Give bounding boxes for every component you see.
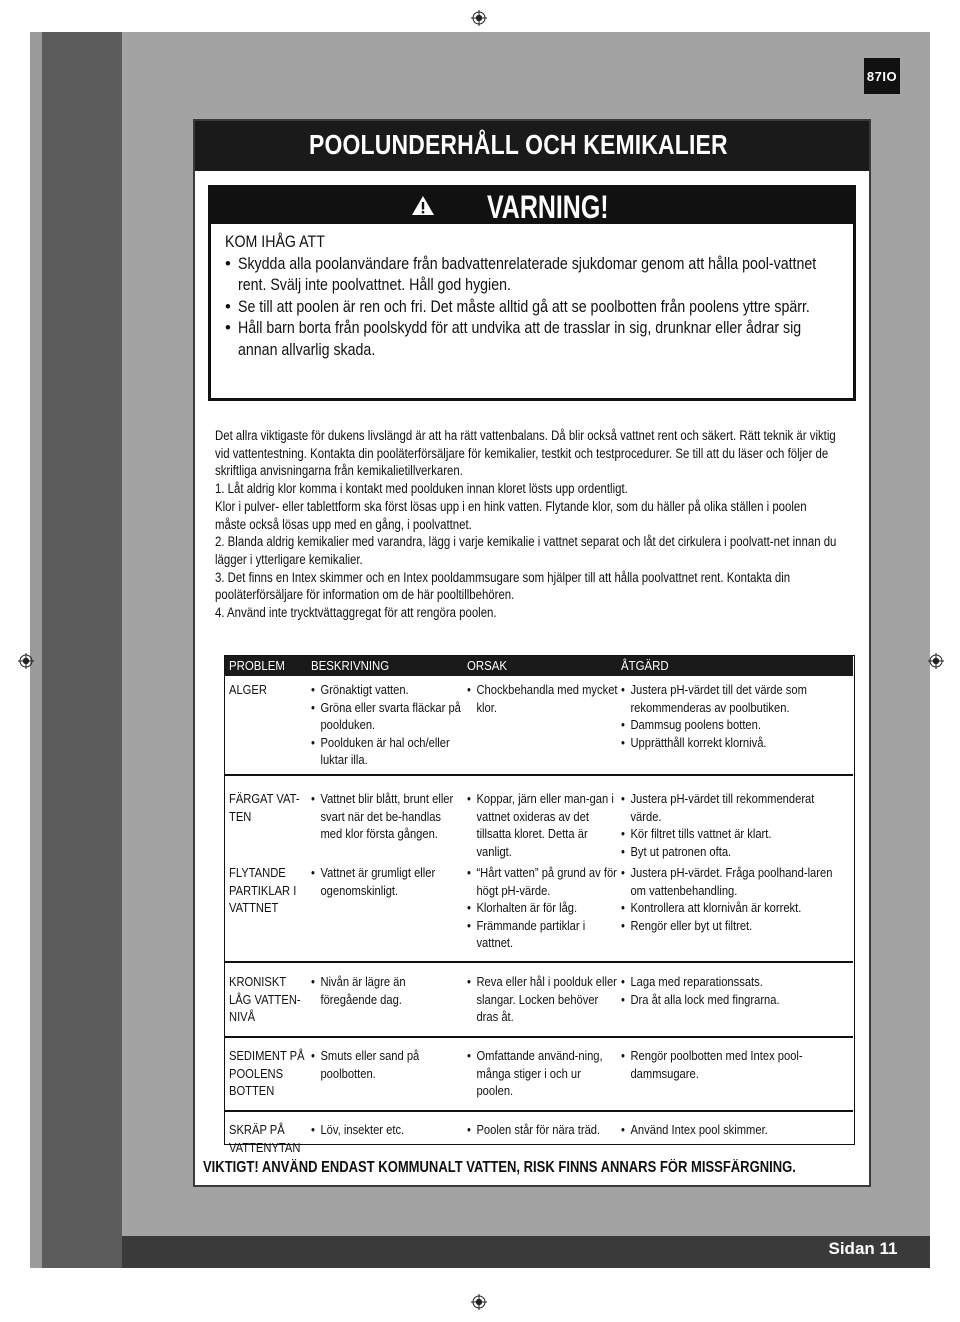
problem-label: SEDIMENT PÅ POOLENS BOTTEN (229, 1048, 305, 1098)
intro-paragraph: 1. Låt aldrig klor komma i kontakt med poolduken innan kloret lösts upp ordentligt. (215, 481, 628, 497)
description-cell (311, 681, 487, 769)
problem-label: SKRÄP PÅ VATTENYTAN (229, 1122, 301, 1155)
action-cell (621, 790, 871, 860)
action-cell (621, 1121, 871, 1139)
registration-mark-icon (928, 653, 944, 669)
intro-paragraph: Det allra viktigaste för dukens livslängd är att ha rätt vattenbalans. Då blir också vattnet rent och säkert. Rätt teknik är viktig vid vattentestning. Kontakta din pooläterförsäljare för kemikalier, testkit och testprocedurer. Se till att du läser och följer de skriftliga anvisningarna från kemikalietillverkaren. (215, 428, 836, 479)
list-item: • Justera pH-värdet. Fråga poolhand-laren om vattenbehandling. (621, 865, 833, 898)
list-item: • Laga med reparationssats. (621, 974, 763, 989)
list-item: • Byt ut patronen ofta. (621, 843, 732, 859)
cause-cell (467, 681, 643, 716)
list-item: • Klorhalten är för låg. (467, 900, 578, 915)
row-divider (225, 1110, 853, 1112)
problem-cell (229, 864, 319, 917)
list-item: • Dammsug poolens botten. (621, 717, 761, 732)
action-cell (621, 973, 871, 1008)
list-item: • Reva eller hål i poolduk eller slangar. Locken behöver dras åt. (467, 974, 617, 1024)
action-cell (621, 681, 871, 751)
list-item: • Kontrollera att klornivån är korrekt. (621, 900, 802, 915)
warning-item: • Skydda alla poolanvändare från badvattenrelaterade sjukdomar genom att hålla pool-vattnet rent. Svälj inte poolvattnet. Håll god hygien. (225, 254, 817, 294)
model-tag: 87IO (864, 58, 900, 94)
important-note: VIKTIGT! ANVÄND ENDAST KOMMUNALT VATTEN, RISK FINNS ANNARS FÖR MISSFÄRGNING. (203, 1159, 796, 1176)
list-item: • Dra åt alla lock med fingrarna. (621, 991, 780, 1007)
list-item: • “Hårt vatten” på grund av för högt pH-värde. (467, 865, 617, 898)
row-divider (225, 961, 853, 963)
list-item: • Använd Intex pool skimmer. (621, 1122, 768, 1137)
title-bar (195, 121, 869, 171)
list-item: • Främmande partiklar i vattnet. (467, 917, 586, 950)
description-cell (311, 973, 487, 1008)
problem-label: FLYTANDE PARTIKLAR I VATTNET (229, 865, 297, 915)
list-item: • Justera pH-värdet till det värde som rekommenderas av poolbutiken. (621, 682, 807, 715)
warning-content (225, 232, 835, 361)
intro-paragraph: 4. Använd inte trycktvättaggregat för att rengöra poolen. (215, 605, 497, 621)
cause-cell (467, 973, 643, 1026)
warning-header (211, 188, 853, 224)
problem-cell (229, 973, 319, 1026)
column-header: ÅTGÄRD (621, 658, 669, 673)
problem-cell (229, 790, 319, 825)
registration-mark-icon (18, 653, 34, 669)
problem-label: FÄRGAT VAT-TEN (229, 791, 300, 824)
description-cell (311, 790, 487, 843)
cause-cell (467, 790, 643, 860)
problem-cell (229, 681, 319, 699)
problem-label: ALGER (229, 682, 267, 697)
list-item: • Rengör poolbotten med Intex pool-dammsugare. (621, 1048, 803, 1081)
intro-paragraph: 3. Det finns en Intex skimmer och en Intex pooldammsugare som hjälper till att hålla poolvattnet rent. Kontakta din pooläterförsäljare för information om de här pooltillbehören. (215, 569, 791, 603)
row-divider (225, 1036, 853, 1038)
list-item: • Vattnet är grumligt eller ogenomskinligt. (311, 865, 436, 898)
list-item: • Poolen står för nära träd. (467, 1122, 601, 1137)
column-header: BESKRIVNING (311, 658, 390, 673)
intro-paragraph: Klor i pulver- eller tablettform ska först lösas upp i en hink vatten. Flytande klor, som du häller på olika ställen i poolen måste också lösas upp med en gång, i poolvattnet. (215, 498, 807, 532)
cause-cell (467, 1121, 643, 1139)
action-cell (621, 864, 871, 934)
cause-cell (467, 1047, 643, 1100)
page-title: POOLUNDERHÅLL OCH KEMIKALIER (309, 129, 728, 160)
row-divider (225, 774, 853, 776)
action-cell (621, 1047, 871, 1082)
registration-mark-icon (471, 10, 487, 26)
problem-cell (229, 1121, 319, 1156)
page-footer-band (122, 1236, 930, 1268)
description-cell (311, 1047, 487, 1082)
page-number: Sidan 11 (828, 1239, 898, 1258)
list-item: • Omfattande använd-ning, många stiger i och ur poolen. (467, 1048, 603, 1098)
list-item: • Upprätthåll korrekt klornivå. (621, 734, 767, 750)
list-item: • Löv, insekter etc. (311, 1122, 405, 1137)
list-item: • Nivån är lägre än föregående dag. (311, 974, 406, 1007)
content-panel (193, 119, 871, 1187)
troubleshooting-table (224, 655, 855, 1155)
list-item: • Poolduken är hal och/eller luktar illa. (311, 734, 450, 767)
list-item: • Koppar, järn eller man-gan i vattnet oxideras av det tillsatta kloret. Detta är vanligt. (467, 791, 614, 859)
list-item: • Rengör eller byt ut filtret. (621, 917, 753, 933)
list-item: • Gröna eller svarta fläckar på poolduken. (311, 699, 461, 732)
description-cell (311, 864, 487, 899)
warning-lead: KOM IHÅG ATT (225, 233, 325, 251)
registration-mark-icon (471, 1294, 487, 1310)
warning-box (208, 185, 856, 401)
warning-heading: VARNING! (487, 189, 609, 225)
intro-text (215, 427, 840, 622)
page-frame-left (30, 32, 122, 1268)
list-item: • Chockbehandla med mycket klor. (467, 682, 618, 715)
cause-cell (467, 864, 643, 952)
list-item: • Vattnet blir blått, brunt eller svart när det be-handlas med klor första gången. (311, 791, 454, 841)
list-item: • Kör filtret tills vattnet är klart. (621, 826, 772, 841)
list-item: • Justera pH-värdet till rekommenderat värde. (621, 791, 815, 824)
warning-triangle-icon (411, 195, 435, 221)
problem-label: KRONISKT LÅG VATTEN-NIVÅ (229, 974, 301, 1024)
warning-item: • Se till att poolen är ren och fri. Det måste alltid gå att se poolbotten från poolens yttre spärr. (225, 297, 810, 316)
column-header: ORSAK (467, 658, 508, 673)
description-cell (311, 1121, 487, 1139)
list-item: • Grönaktigt vatten. (311, 682, 409, 697)
table-header (225, 656, 853, 676)
list-item: • Smuts eller sand på poolbotten. (311, 1048, 420, 1081)
warning-item: • Håll barn borta från poolskydd för att undvika att de trasslar in sig, drunknar eller ådrar sig annan allvarlig skada. (225, 319, 802, 359)
column-header: PROBLEM (229, 658, 285, 673)
intro-paragraph: 2. Blanda aldrig kemikalier med varandra, lägg i varje kemikalie i vattnet separat och låt det cirkulera i poolvatt-net innan du lägger i ytterligare kemikalier. (215, 534, 837, 567)
problem-cell (229, 1047, 319, 1100)
page-frame-stripe (30, 32, 42, 1268)
